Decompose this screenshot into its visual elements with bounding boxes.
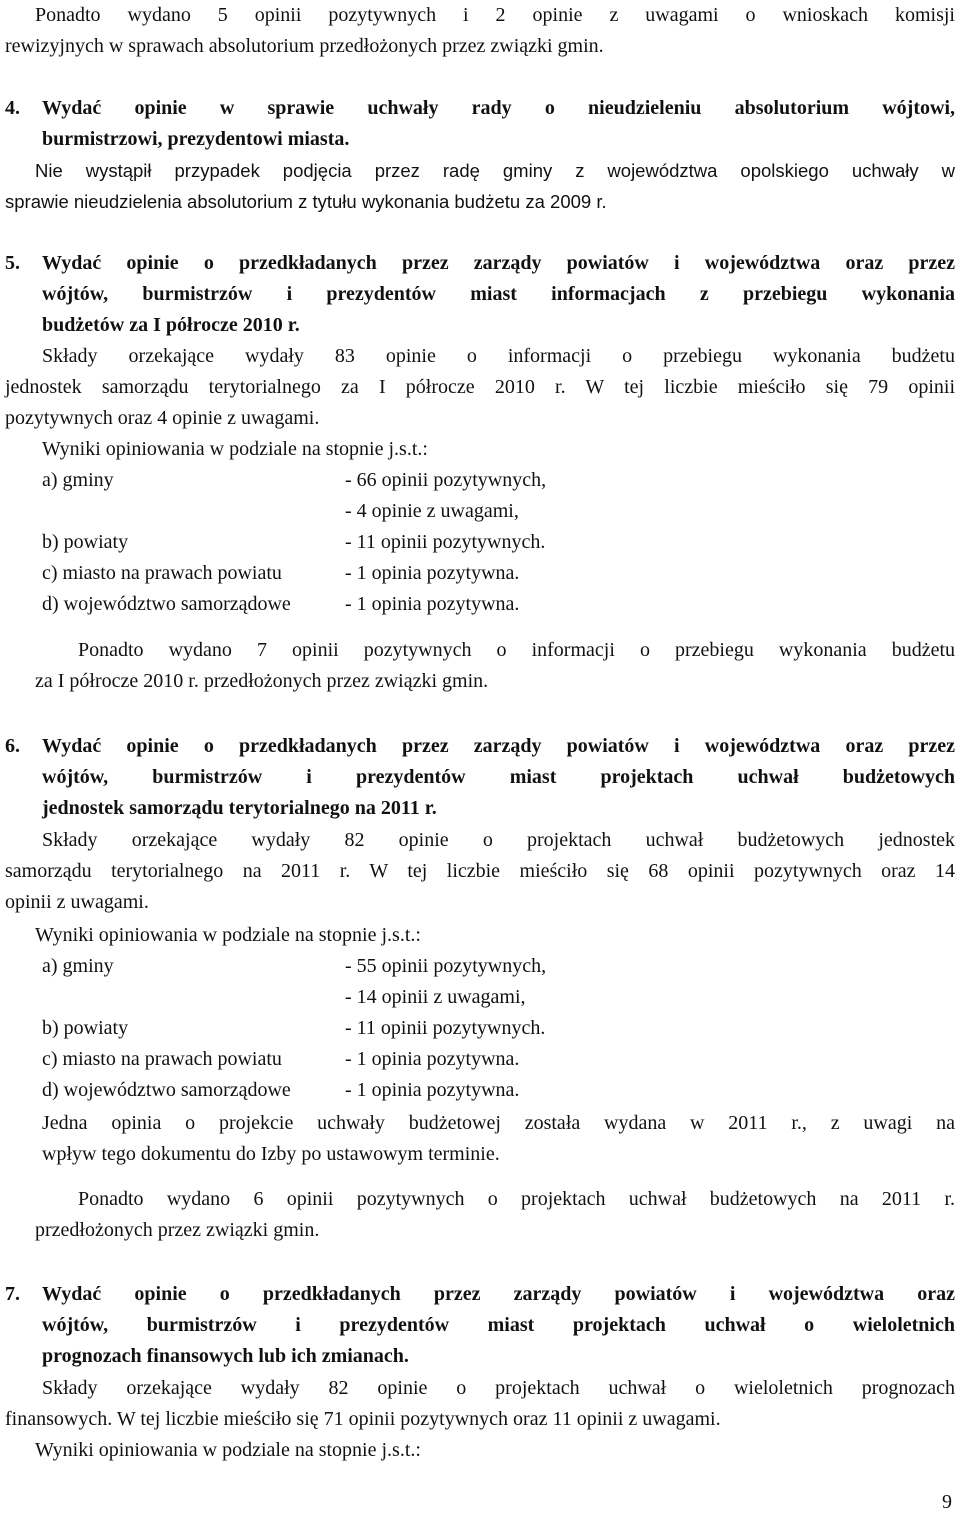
section-4-body-cont bbox=[5, 186, 925, 217]
section-5-para-line-3: pozytywnych oraz 4 opinie z uwagami. bbox=[5, 407, 320, 429]
section-6-result-row bbox=[42, 951, 955, 982]
section-6-extra bbox=[78, 1184, 955, 1215]
section-7-paragraph bbox=[42, 1373, 955, 1404]
section-6-heading-line-2: wójtów, burmistrzów i prezydentów miast projektach uchwał budżetowych bbox=[42, 766, 955, 788]
result-value: - 1 opinia pozytywna. bbox=[345, 1048, 520, 1070]
section-5-heading-line-2: wójtów, burmistrzów i prezydentów miast informacjach z przebiegu wykonania bbox=[42, 283, 955, 305]
section-5-extra bbox=[78, 635, 955, 666]
section-6-paragraph bbox=[42, 825, 955, 856]
results-heading-text: Wyniki opiniowania w podziale na stopnie j.s.t.: bbox=[42, 438, 428, 460]
section-6-result-row bbox=[42, 1013, 955, 1044]
results-heading-text: Wyniki opiniowania w podziale na stopnie j.s.t.: bbox=[35, 924, 421, 946]
section-5-heading-line-3: budżetów za I półrocze 2010 r. bbox=[42, 314, 300, 336]
section-7-number: 7. bbox=[5, 1283, 20, 1305]
result-label: b) powiaty bbox=[42, 531, 129, 553]
section-5-heading-line-1: Wydać opinie o przedkładanych przez zarządy powiatów i województwa oraz przez bbox=[42, 252, 955, 274]
section-6-extra-line-1: Ponadto wydano 6 opinii pozytywnych o projektach uchwał budżetowych na 2011 r. bbox=[78, 1188, 955, 1210]
section-5-number: 5. bbox=[5, 252, 20, 274]
section-7-heading-line-1: Wydać opinie o przedkładanych przez zarządy powiatów i województwa oraz bbox=[42, 1283, 955, 1305]
result-value: - 11 opinii pozytywnych. bbox=[345, 531, 546, 553]
section-4-number: 4. bbox=[5, 97, 20, 119]
result-value: - 1 opinia pozytywna. bbox=[345, 562, 520, 584]
section-5-paragraph-cont bbox=[5, 372, 955, 434]
section-6-note-line-2: wpływ tego dokumentu do Izby po ustawowym terminie. bbox=[42, 1143, 500, 1165]
section-7-paragraph-cont bbox=[5, 1404, 955, 1435]
section-6-para-line-1: Składy orzekające wydały 82 opinie o projektach uchwał budżetowych jednostek bbox=[42, 829, 955, 851]
page-number: 9 bbox=[942, 1491, 952, 1513]
section-5-para-line-1: Składy orzekające wydały 83 opinie o informacji o przebiegu wykonania budżetu bbox=[42, 345, 955, 367]
section-5-extra-line-2: za I półrocze 2010 r. przedłożonych przez związki gmin. bbox=[35, 670, 489, 692]
section-5-result-row bbox=[42, 496, 955, 527]
result-value: - 11 opinii pozytywnych. bbox=[345, 1017, 546, 1039]
section-5-para-line-2: jednostek samorządu terytorialnego za I półrocze 2010 r. W tej liczbie mieściło się 79 opinii bbox=[5, 376, 955, 398]
section-6-results-heading bbox=[35, 920, 955, 951]
section-6-para-line-3: opinii z uwagami. bbox=[5, 891, 149, 913]
section-6-heading-line-3: jednostek samorządu terytorialnego na 2011 r. bbox=[42, 797, 437, 819]
result-label: a) gminy bbox=[42, 955, 114, 977]
section-6-result-row bbox=[42, 982, 955, 1013]
section-4-body-line-2: sprawie nieudzielenia absolutorium z tytułu wykonania budżetu za 2009 r. bbox=[5, 191, 607, 212]
result-value: - 55 opinii pozytywnych, bbox=[345, 955, 547, 977]
result-label: b) powiaty bbox=[42, 1017, 129, 1039]
section-5-paragraph bbox=[42, 341, 955, 372]
section-4-heading-line-2: burmistrzowi, prezydentowi miasta. bbox=[42, 128, 350, 150]
result-label: d) województwo samorządowe bbox=[42, 1079, 291, 1101]
result-label: c) miasto na prawach powiatu bbox=[42, 1048, 282, 1070]
intro-line-2: rewizyjnych w sprawach absolutorium przedłożonych przez związki gmin. bbox=[5, 35, 604, 57]
section-7-results-heading bbox=[35, 1435, 955, 1466]
section-6-result-row bbox=[42, 1044, 955, 1075]
section-7-para-line-1: Składy orzekające wydały 82 opinie o projektach uchwał o wieloletnich prognozach bbox=[42, 1377, 955, 1399]
section-5-result-row bbox=[42, 589, 955, 620]
intro-line-1: Ponadto wydano 5 opinii pozytywnych i 2 opinie z uwagami o wnioskach komisji bbox=[35, 4, 955, 26]
section-7-heading bbox=[42, 1279, 955, 1372]
section-6-number: 6. bbox=[5, 735, 20, 757]
section-6-paragraph-cont bbox=[5, 856, 955, 918]
section-4-body bbox=[35, 155, 955, 186]
result-label: a) gminy bbox=[42, 469, 114, 491]
section-7-para-line-2: finansowych. W tej liczbie mieściło się 71 opinii pozytywnych oraz 11 opinii z uwagami. bbox=[5, 1408, 721, 1430]
result-value: - 14 opinii z uwagami, bbox=[345, 986, 526, 1008]
section-5-heading bbox=[42, 248, 955, 341]
section-5-result-row bbox=[42, 558, 955, 589]
section-5-extra-cont bbox=[35, 666, 955, 697]
section-6-heading bbox=[42, 731, 955, 824]
intro-paragraph-cont bbox=[5, 31, 925, 62]
section-6-extra-cont bbox=[35, 1215, 955, 1246]
section-5-results-heading bbox=[42, 434, 955, 465]
intro-paragraph bbox=[35, 0, 955, 31]
section-6-heading-line-1: Wydać opinie o przedkładanych przez zarządy powiatów i województwa oraz przez bbox=[42, 735, 955, 757]
result-value: - 66 opinii pozytywnych, bbox=[345, 469, 547, 491]
results-heading-text: Wyniki opiniowania w podziale na stopnie j.s.t.: bbox=[35, 1439, 421, 1461]
result-value: - 4 opinie z uwagami, bbox=[345, 500, 519, 522]
section-4-heading bbox=[42, 93, 955, 155]
result-label: d) województwo samorządowe bbox=[42, 593, 291, 615]
section-5-extra-line-1: Ponadto wydano 7 opinii pozytywnych o informacji o przebiegu wykonania budżetu bbox=[78, 639, 955, 661]
result-value: - 1 opinia pozytywna. bbox=[345, 1079, 520, 1101]
section-6-result-row bbox=[42, 1075, 955, 1106]
section-4-body-line-1: Nie wystąpił przypadek podjęcia przez radę gminy z województwa opolskiego uchwały w bbox=[35, 160, 955, 181]
section-5-result-row bbox=[42, 527, 955, 558]
section-7-heading-line-3: prognozach finansowych lub ich zmianach. bbox=[42, 1345, 409, 1367]
section-6-note bbox=[42, 1108, 955, 1170]
section-7-heading-line-2: wójtów, burmistrzów i prezydentów miast projektach uchwał o wieloletnich bbox=[42, 1314, 955, 1336]
section-6-note-line-1: Jedna opinia o projekcie uchwały budżetowej została wydana w 2011 r., z uwagi na bbox=[42, 1112, 955, 1134]
section-6-para-line-2: samorządu terytorialnego na 2011 r. W tej liczbie mieściło się 68 opinii pozytywnych oraz 14 bbox=[5, 860, 955, 882]
result-value: - 1 opinia pozytywna. bbox=[345, 593, 520, 615]
result-label: c) miasto na prawach powiatu bbox=[42, 562, 282, 584]
section-5-result-row bbox=[42, 465, 955, 496]
section-6-extra-line-2: przedłożonych przez związki gmin. bbox=[35, 1219, 320, 1241]
section-4-heading-line-1: Wydać opinie w sprawie uchwały rady o nieudzieleniu absolutorium wójtowi, bbox=[42, 97, 955, 119]
